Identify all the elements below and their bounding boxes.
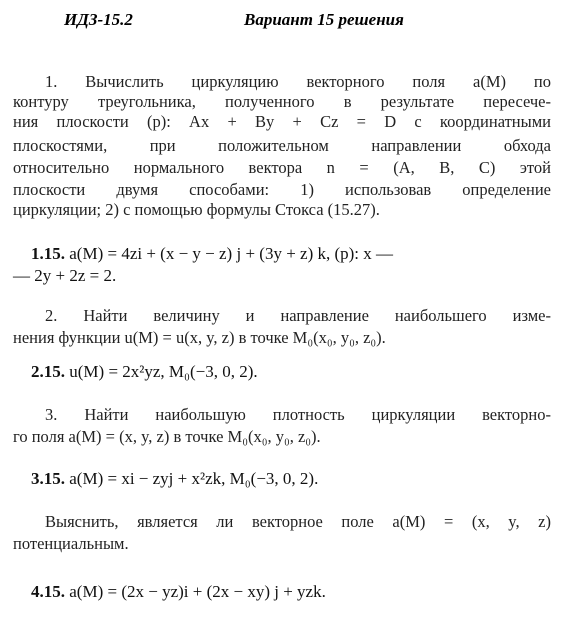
variant-formula: a(M) = (2x − yz)i + (2x − xy) j + yzk. [69, 582, 326, 601]
problem1-line: циркуляции; 2) с помощью формулы Стокса (15.27). [13, 200, 380, 219]
variant-formula: a(M) = 4zi + (x − y − z) j + (3y + z) k, (p): x — [69, 244, 394, 263]
problem1-line: 1. Вычислить циркуляцию векторного поля a(M) по [45, 72, 551, 91]
problem3-line: го поля a(M) = (x, y, z) в точке M₀(x₀, y₀, z₀). [13, 427, 321, 446]
problem1-line: ния плоскости (p): Ax + By + Cz = D с координатными [13, 112, 551, 131]
problem2-line: 2. Найти величину и направление наибольшего изме- [45, 306, 551, 325]
problem1-line: плоскости двумя способами: 1) использовав определение [13, 180, 551, 199]
variant-title: Вариант 15 решения [244, 10, 404, 29]
problem4-line: потенциальным. [13, 534, 129, 553]
problem3-line: 3. Найти наибольшую плотность циркуляции векторно- [45, 405, 551, 424]
problem2-variant [31, 362, 258, 382]
variant-formula: a(M) = xi − zyj + x²zk, M₀(−3, 0, 2). [69, 469, 319, 488]
problem3-variant [31, 469, 318, 489]
variant-number: 4.15. [31, 582, 65, 601]
problem1-line: плоскостями, при положительном направлении обхода [13, 136, 551, 155]
variant-formula: u(M) = 2x²yz, M₀(−3, 0, 2). [69, 362, 258, 381]
variant-number: 3.15. [31, 469, 65, 488]
variant-number: 2.15. [31, 362, 65, 381]
problem1-line: контуру треугольника, полученного в результате пересече- [13, 92, 551, 111]
problem1-variant [31, 244, 393, 264]
problem1-line: относительно нормального вектора n = (A, B, C) этой [13, 158, 551, 177]
problem2-line: нения функции u(M) = u(x, y, z) в точке M₀(x₀, y₀, z₀). [13, 328, 386, 347]
problem4-line: Выяснить, является ли векторное поле a(M) = (x, y, z) [45, 512, 551, 531]
problem4-variant [31, 582, 326, 602]
problem1-variant-cont: — 2y + 2z = 2. [13, 266, 117, 285]
variant-number: 1.15. [31, 244, 65, 263]
assignment-code: ИДЗ-15.2 [64, 10, 133, 29]
